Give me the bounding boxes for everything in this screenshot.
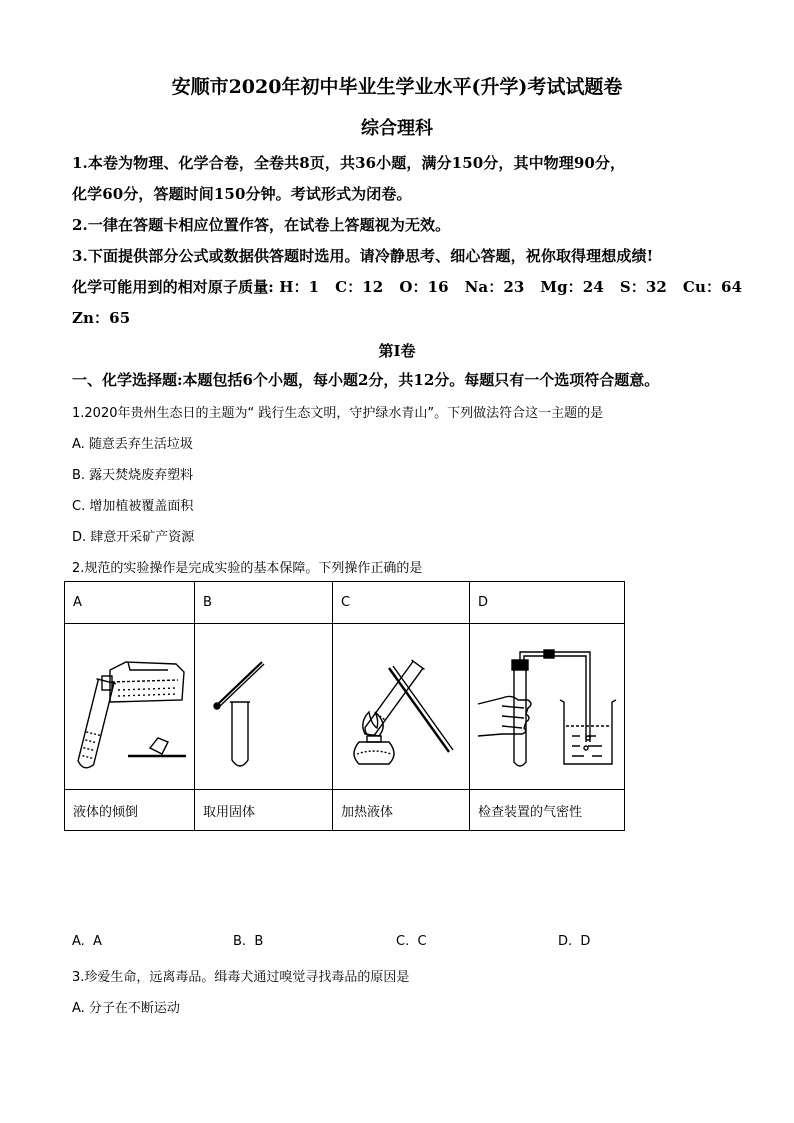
q3-option-a: A. 分子在不断运动 xyxy=(72,1001,180,1016)
q2-option-c: C. C xyxy=(396,934,427,949)
pouring-liquid-icon xyxy=(68,642,192,772)
instruction-line: 3.下面提供部分公式或数据供答题时选用。请冷静思考、细心答题，祝你取得理想成绩! xyxy=(72,247,654,265)
q1-option-a: A. 随意丢弃生活垃圾 xyxy=(72,437,193,452)
q2-caption-a: 液体的倾倒 xyxy=(65,790,195,831)
q2-operations-table xyxy=(64,581,625,831)
exam-title: 安顺市2020年初中毕业生学业水平(升学)考试试题卷 xyxy=(171,76,623,98)
q1-option-d: D. 肆意开采矿产资源 xyxy=(72,530,195,545)
instruction-line: 2.一律在答题卡相应位置作答，在试卷上答题视为无效。 xyxy=(72,216,451,234)
q1-option-c: C. 增加植被覆盖面积 xyxy=(72,499,194,514)
roll-title: 第I卷 xyxy=(378,342,416,360)
test-tube-tweezers-icon xyxy=(202,642,326,772)
atomic-mass-line: 化学可能用到的相对原子质量: H：1 C：12 O：16 Na：23 Mg：24 S：32 Cu：64 xyxy=(72,278,743,296)
q2-option-b: B. B xyxy=(233,934,264,949)
atomic-mass-line-2: Zn：65 xyxy=(72,309,131,327)
q1-stem: 1.2020年贵州生态日的主题为“ 践行生态文明，守护绿水青山”。下列做法符合这一主题的是 xyxy=(72,406,604,421)
q2-caption-c: 加热液体 xyxy=(333,790,470,831)
q2-col-b: B xyxy=(195,582,333,624)
q2-col-a: A xyxy=(65,582,195,624)
q2-option-a: A. A xyxy=(72,934,102,949)
q2-caption-b: 取用固体 xyxy=(195,790,333,831)
airtightness-check-icon xyxy=(472,642,622,772)
section-title: 一、化学选择题:本题包括6个小题，每小题2分，共12分。每题只有一个选项符合题意。 xyxy=(72,371,660,389)
q2-col-c: C xyxy=(333,582,470,624)
instruction-line: 1.本卷为物理、化学合卷，全卷共8页，共36小题，满分150分，其中物理90分， xyxy=(72,154,626,172)
q2-stem: 2.规范的实验操作是完成实验的基本保障。下列操作正确的是 xyxy=(72,561,423,576)
q1-option-b: B. 露天焚烧废弃塑料 xyxy=(72,468,194,483)
q2-caption-d: 检查装置的气密性 xyxy=(470,790,625,831)
heating-tube-icon xyxy=(339,642,463,772)
q3-stem: 3.珍爱生命，远离毒品。缉毒犬通过嗅觉寻找毒品的原因是 xyxy=(72,970,410,985)
instruction-line: 化学60分，答题时间150分钟。考试形式为闭卷。 xyxy=(72,185,412,203)
q2-option-d: D. D xyxy=(558,934,591,949)
q2-col-d: D xyxy=(470,582,625,624)
exam-subtitle: 综合理科 xyxy=(361,118,433,139)
